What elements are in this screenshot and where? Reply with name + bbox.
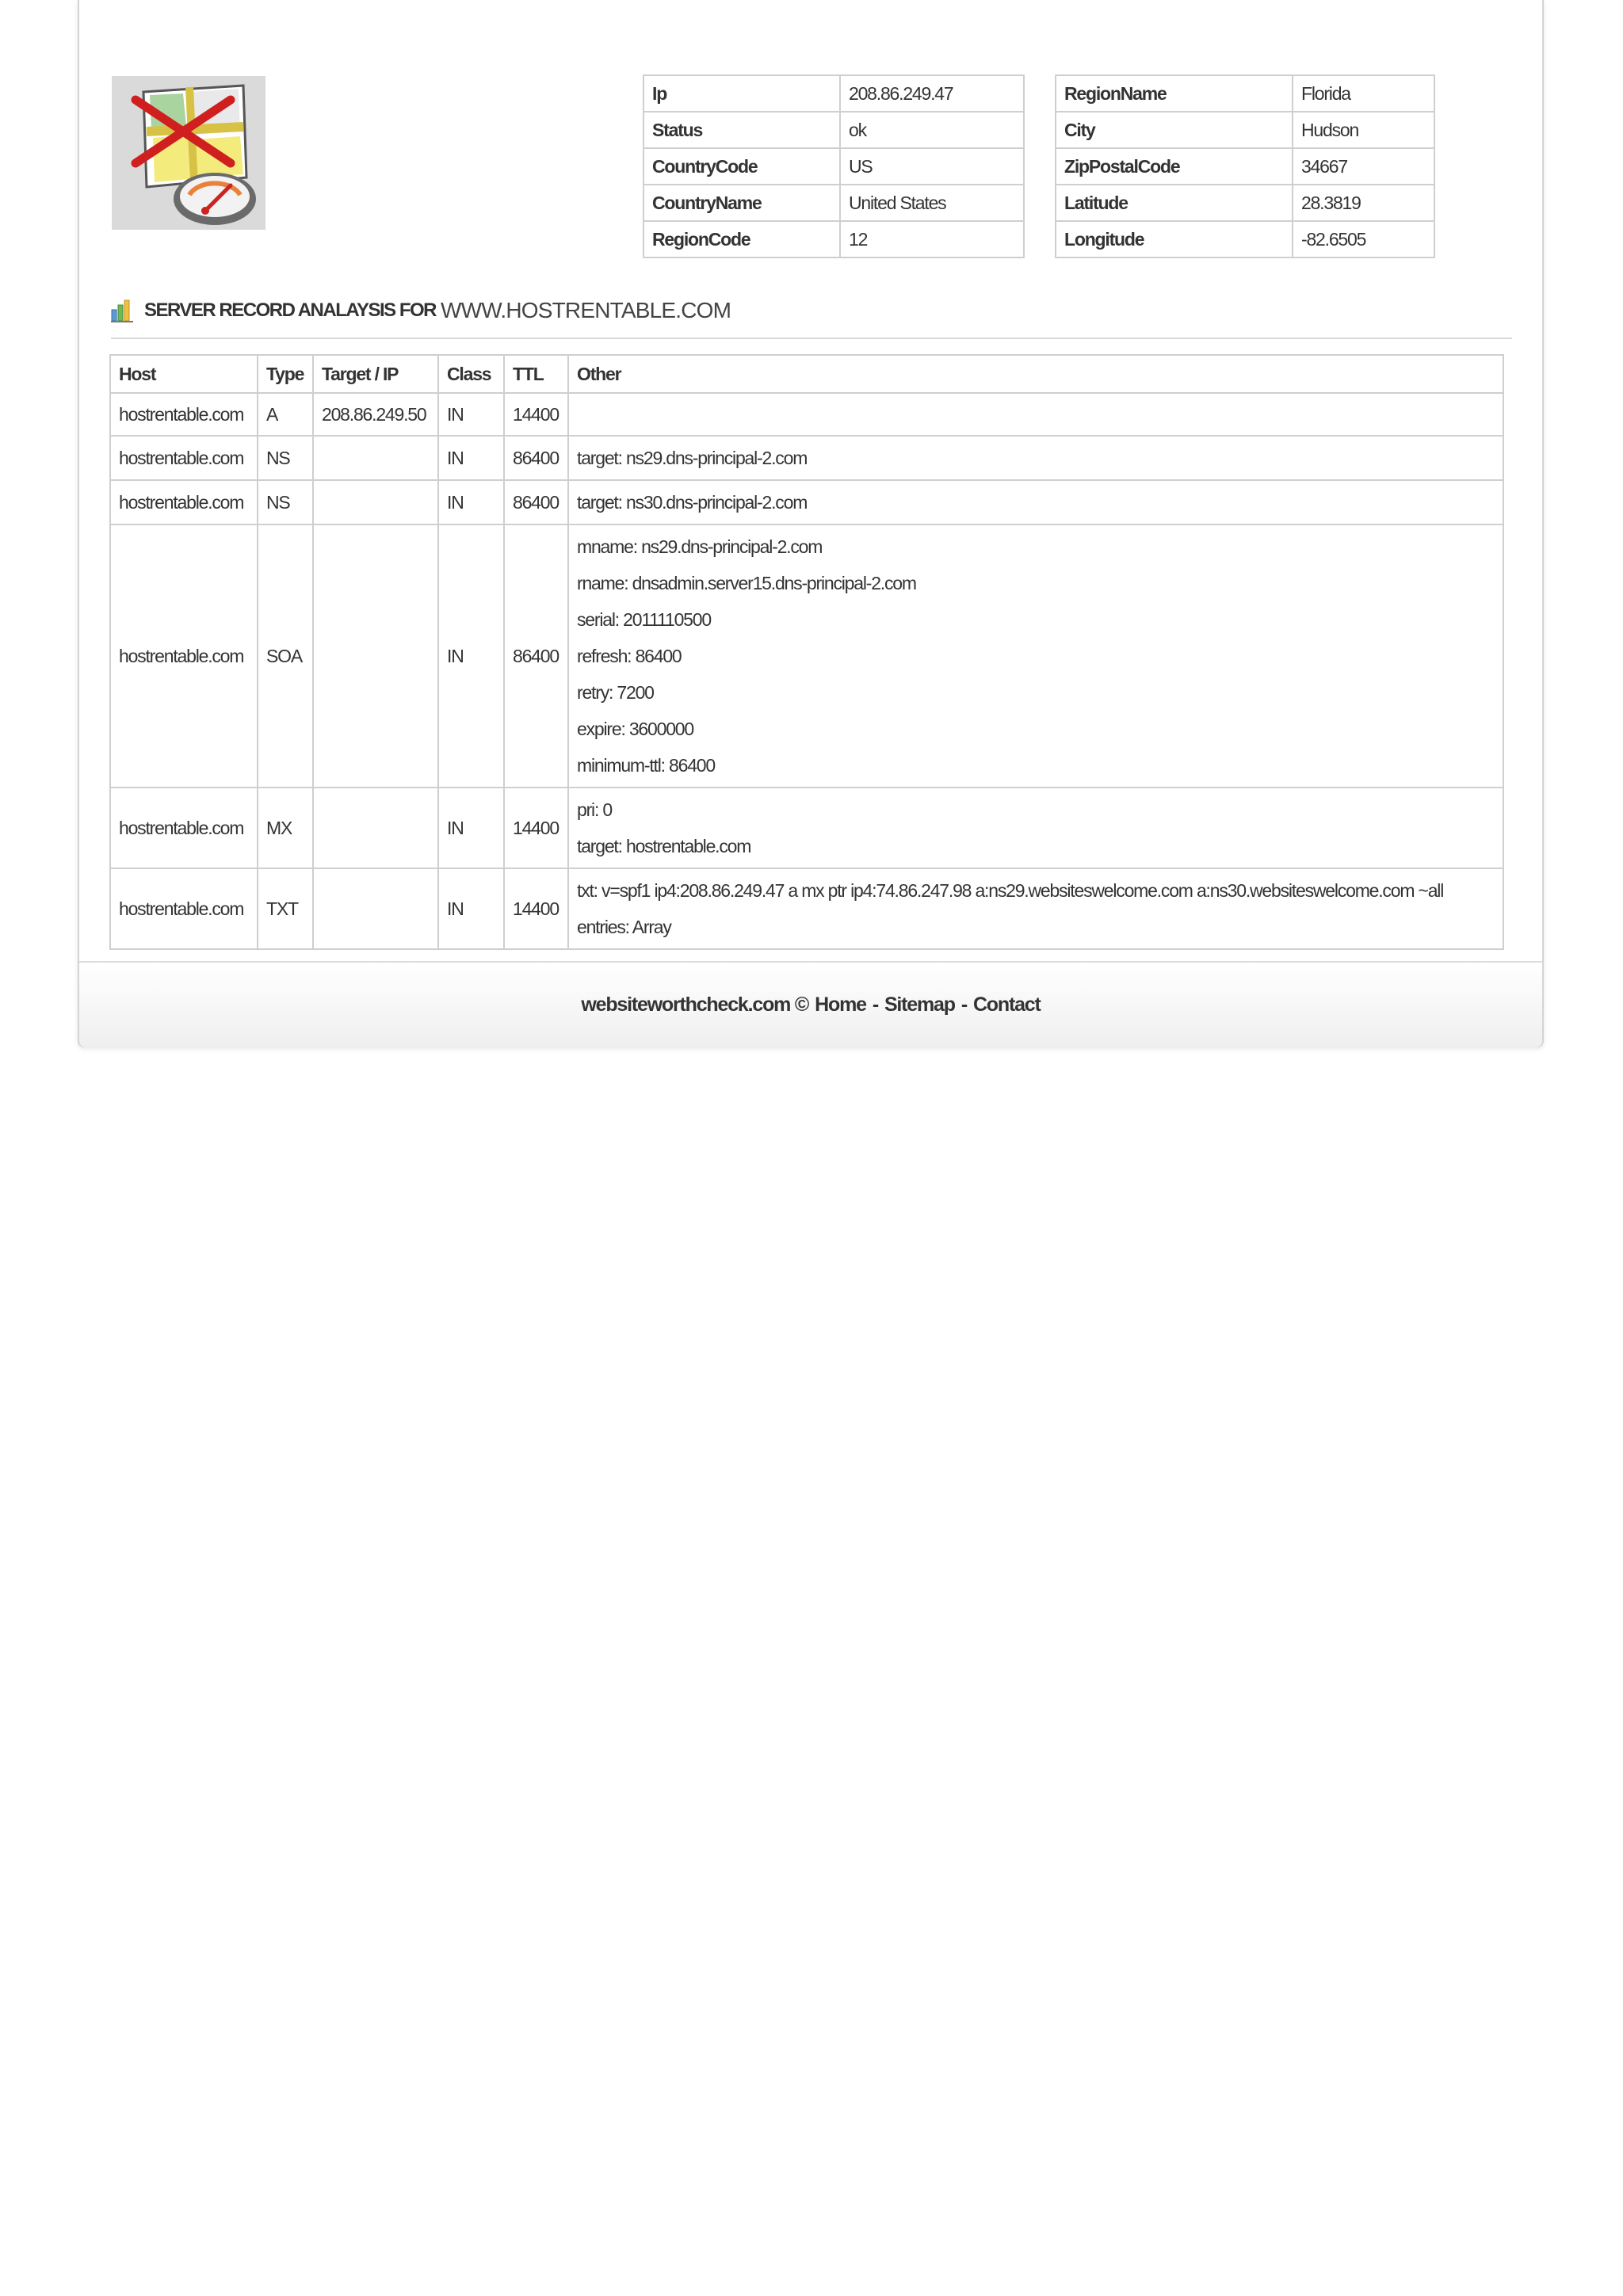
- map-location-icon: [112, 76, 265, 230]
- record-detail-line: target: ns30.dns-principal-2.com: [577, 492, 808, 513]
- column-header: Class: [438, 355, 504, 393]
- record-detail-line: target: hostrentable.com: [577, 836, 751, 856]
- field-value: ok: [840, 112, 1024, 148]
- class-cell: IN: [438, 788, 504, 868]
- section-heading-label: SERVER RECORD ANALAYSIS FOR: [144, 299, 437, 321]
- class-cell: IN: [438, 393, 504, 436]
- table-header-row: [110, 355, 1503, 393]
- location-info-table: [1055, 74, 1435, 258]
- other-cell: [568, 480, 1503, 524]
- field-value: US: [840, 148, 1024, 185]
- footer: [79, 961, 1542, 1047]
- ttl-cell: 86400: [504, 524, 568, 788]
- record-detail-line: serial: 2011110500: [577, 609, 711, 630]
- table-row: [110, 788, 1503, 868]
- type-cell: TXT: [258, 868, 313, 949]
- table-row: [643, 221, 1024, 257]
- field-value: -82.6505: [1293, 221, 1434, 257]
- ttl-cell: 14400: [504, 393, 568, 436]
- table-row: [110, 480, 1503, 524]
- table-row: [1056, 112, 1434, 148]
- table-row: [643, 148, 1024, 185]
- table-row: [1056, 148, 1434, 185]
- footer-site-name: websiteworthcheck.com ©: [581, 994, 809, 1016]
- section-divider: [111, 338, 1512, 339]
- table-row: [643, 185, 1024, 221]
- table-row: [1056, 75, 1434, 112]
- column-header: Type: [258, 355, 313, 393]
- other-cell: [568, 868, 1503, 949]
- footer-sitemap-link[interactable]: Sitemap: [884, 994, 955, 1016]
- field-value: 208.86.249.47: [840, 75, 1024, 112]
- record-detail-line: mname: ns29.dns-principal-2.com: [577, 536, 823, 557]
- section-heading: [111, 296, 731, 325]
- table-row: [110, 524, 1503, 788]
- bar-chart-icon: [111, 299, 135, 322]
- class-cell: IN: [438, 524, 504, 788]
- table-row: [110, 436, 1503, 480]
- column-header: TTL: [504, 355, 568, 393]
- host-cell: hostrentable.com: [110, 524, 258, 788]
- ttl-cell: 86400: [504, 436, 568, 480]
- field-label: CountryName: [643, 185, 840, 221]
- table-row: [1056, 221, 1434, 257]
- field-value: 12: [840, 221, 1024, 257]
- table-row: [110, 393, 1503, 436]
- footer-separator: -: [872, 994, 878, 1016]
- record-detail-line: refresh: 86400: [577, 646, 682, 666]
- field-label: Ip: [643, 75, 840, 112]
- field-value: United States: [840, 185, 1024, 221]
- host-cell: hostrentable.com: [110, 436, 258, 480]
- class-cell: IN: [438, 436, 504, 480]
- footer-contact-link[interactable]: Contact: [972, 994, 1041, 1016]
- type-cell: NS: [258, 480, 313, 524]
- table-row: [643, 112, 1024, 148]
- field-label: Longitude: [1056, 221, 1293, 257]
- field-label: RegionName: [1056, 75, 1293, 112]
- field-value: 34667: [1293, 148, 1434, 185]
- record-detail-line: retry: 7200: [577, 682, 654, 703]
- target-cell: [313, 524, 438, 788]
- type-cell: NS: [258, 436, 313, 480]
- field-value: Florida: [1293, 75, 1434, 112]
- field-label: RegionCode: [643, 221, 840, 257]
- record-detail-line: entries: Array: [577, 917, 671, 937]
- ttl-cell: 14400: [504, 788, 568, 868]
- ttl-cell: 14400: [504, 868, 568, 949]
- host-cell: hostrentable.com: [110, 788, 258, 868]
- ip-info-table: [643, 74, 1025, 258]
- target-cell: [313, 436, 438, 480]
- host-cell: hostrentable.com: [110, 868, 258, 949]
- table-row: [643, 75, 1024, 112]
- record-detail-line: expire: 3600000: [577, 719, 693, 739]
- other-cell: [568, 524, 1503, 788]
- record-detail-line: txt: v=spf1 ip4:208.86.249.47 a mx ptr ip4:74.86.247.98 a:ns29.websiteswelcome.com a:ns30.websiteswelcome.com ~all: [577, 880, 1444, 901]
- field-value: Hudson: [1293, 112, 1434, 148]
- other-cell: [568, 788, 1503, 868]
- record-detail-line: pri: 0: [577, 799, 612, 820]
- dns-records-table: [109, 354, 1504, 950]
- table-row: [1056, 185, 1434, 221]
- ttl-cell: 86400: [504, 480, 568, 524]
- column-header: Host: [110, 355, 258, 393]
- type-cell: MX: [258, 788, 313, 868]
- field-label: City: [1056, 112, 1293, 148]
- column-header: Other: [568, 355, 1503, 393]
- class-cell: IN: [438, 868, 504, 949]
- field-label: ZipPostalCode: [1056, 148, 1293, 185]
- other-cell: [568, 393, 1503, 436]
- target-cell: 208.86.249.50: [313, 393, 438, 436]
- record-detail-line: minimum-ttl: 86400: [577, 755, 715, 776]
- host-cell: hostrentable.com: [110, 480, 258, 524]
- record-detail-line: target: ns29.dns-principal-2.com: [577, 448, 808, 468]
- column-header: Target / IP: [313, 355, 438, 393]
- type-cell: SOA: [258, 524, 313, 788]
- footer-separator: -: [960, 994, 967, 1016]
- other-cell: [568, 436, 1503, 480]
- footer-home-link[interactable]: Home: [815, 994, 866, 1016]
- host-cell: hostrentable.com: [110, 393, 258, 436]
- section-heading-domain: WWW.HOSTRENTABLE.COM: [441, 298, 731, 322]
- field-label: CountryCode: [643, 148, 840, 185]
- target-cell: [313, 480, 438, 524]
- field-value: 28.3819: [1293, 185, 1434, 221]
- type-cell: A: [258, 393, 313, 436]
- target-cell: [313, 868, 438, 949]
- target-cell: [313, 788, 438, 868]
- class-cell: IN: [438, 480, 504, 524]
- field-label: Status: [643, 112, 840, 148]
- field-label: Latitude: [1056, 185, 1293, 221]
- record-detail-line: rname: dnsadmin.server15.dns-principal-2.com: [577, 573, 916, 593]
- table-row: [110, 868, 1503, 949]
